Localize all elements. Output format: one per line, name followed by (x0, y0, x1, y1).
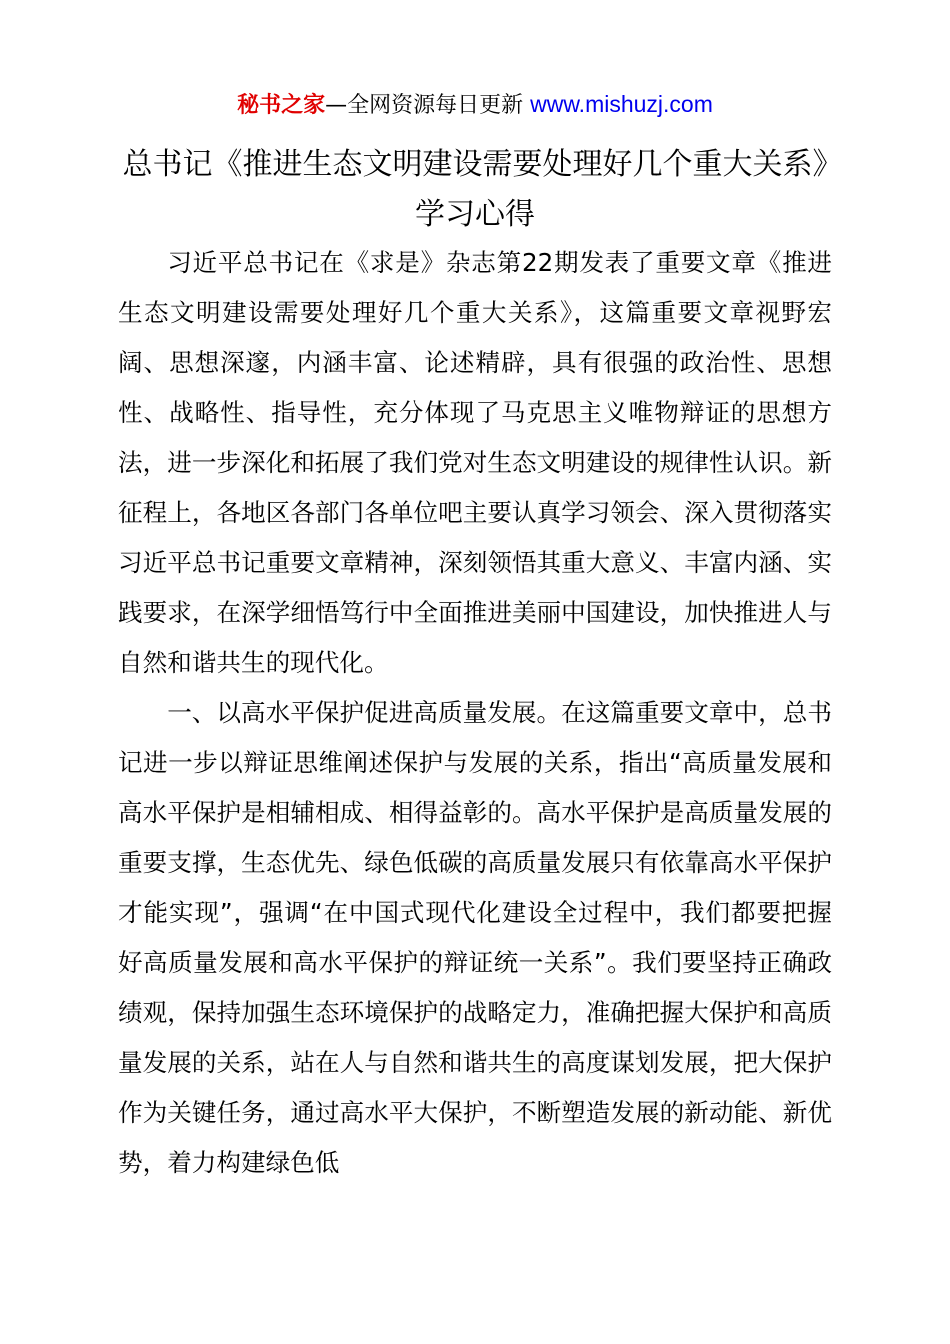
site-header (0, 88, 950, 122)
paragraph-section-one: 一、以高水平保护促进高质量发展。在这篇重要文章中，总书记进一步以辩证思维阐述保护与发展的关系，指出“高质量发展和高水平保护是相辅相成、相得益彰的。高水平保护是高质量发展的重要支撑，生态优先、绿色低碳的高质量发展只有依靠高水平保护才能实现”，强调“在中国式现代化建设全过程中，我们都要把握好高质量发展和高水平保护的辩证统一关系”。我们要坚持正确政绩观，保持加强生态环境保护的战略定力，准确把握大保护和高质量发展的关系，站在人与自然和谐共生的高度谋划发展，把大保护作为关键任务，通过高水平大保护，不断塑造发展的新动能、新优势，着力构建绿色低 (118, 698, 832, 1177)
brand-name: 秘书之家 (237, 93, 326, 118)
header-tagline: —全网资源每日更新 (325, 93, 531, 118)
paragraph-intro: 习近平总书记在《求是》杂志第22期发表了重要文章《推进生态文明建设需要处理好几个重大关系》，这篇重要文章视野宏阔、思想深邃，内涵丰富、论述精辟，具有很强的政治性、思想性、战略性、指导性，充分体现了马克思主义唯物辩证的思想方法，进一步深化和拓展了我们党对生态文明建设的规律性认识。新征程上，各地区各部门各单位吧主要认真学习领会、深入贯彻落实习近平总书记重要文章精神，深刻领悟其重大意义、丰富内涵、实践要求，在深学细悟笃行中全面推进美丽中国建设，加快推进人与自然和谐共生的现代化。 (118, 248, 832, 677)
document-body (118, 238, 832, 1188)
site-url-link[interactable]: www.mishuzj.com (530, 91, 713, 117)
document-title: 总书记《推进生态文明建设需要处理好几个重大关系》学习心得 (122, 147, 828, 232)
